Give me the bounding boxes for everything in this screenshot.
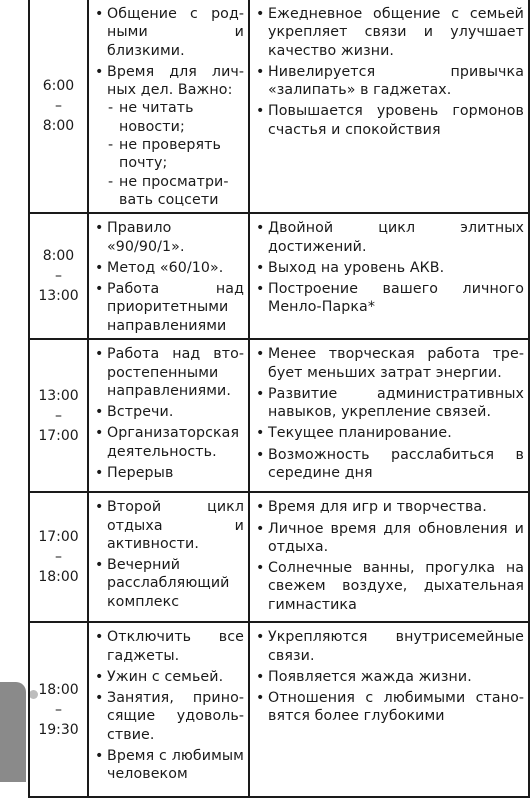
- actions-list: [89, 340, 248, 482]
- effect-item: • Личное время для обновления и отдыха.: [256, 520, 524, 557]
- effect-item: • Повышается уровень гормонов счастья и спокойствия: [256, 102, 524, 139]
- effect-item: • Возможность расслабиться в середине дня: [256, 446, 524, 483]
- effect-item: • Менее творческая работа требует меньших затрат энергии.: [256, 345, 524, 382]
- action-item: [95, 668, 244, 686]
- action-item: [95, 259, 244, 277]
- action-subitem: - не проверять почту;: [107, 136, 244, 173]
- time-start: 18:00: [38, 681, 79, 698]
- action-item: [95, 345, 244, 400]
- action-item: [95, 498, 244, 553]
- action-item: [95, 280, 244, 335]
- effects-cell: [249, 339, 529, 492]
- time-end: 19:30: [38, 721, 79, 738]
- schedule-row: [29, 213, 529, 339]
- effect-item: • Укрепляются внутрисемейные связи.: [256, 628, 524, 665]
- action-text: Занятия, приносящие удовольствие.: [107, 690, 244, 743]
- time-dash: –: [55, 98, 62, 115]
- action-text: Встречи.: [107, 404, 174, 421]
- schedule-row: [29, 492, 529, 622]
- action-text: Правило «90/90/1».: [107, 220, 185, 255]
- time-start: 6:00: [42, 78, 75, 95]
- time-cell: [29, 339, 88, 492]
- time-start: 13:00: [38, 387, 79, 404]
- actions-cell: [88, 339, 249, 492]
- effects-cell: [249, 0, 529, 213]
- effect-item: • Двойной цикл элитных достижений.: [256, 219, 524, 256]
- actions-list: [89, 623, 248, 783]
- action-item: [95, 628, 244, 665]
- action-text: Отключить все гаджеты.: [107, 629, 244, 664]
- action-text: Время с любимым человеком: [107, 748, 244, 783]
- action-text: Работа над приоритетными направлениями: [107, 281, 244, 334]
- effect-item: • Солнечные ванны, прогулка на свежем воздухе, дыхательная гимнастика: [256, 559, 524, 614]
- action-item: [95, 747, 244, 784]
- effects-list: [250, 340, 528, 482]
- actions-cell: [88, 622, 249, 797]
- effects-list: [250, 623, 528, 725]
- schedule-row: [29, 0, 529, 213]
- effects-list: [250, 0, 528, 139]
- time-end: 17:00: [38, 427, 79, 444]
- schedule-body: [29, 0, 529, 797]
- effect-item: • Нивелируется привычка «залипать» в гаджетах.: [256, 63, 524, 100]
- schedule-row: [29, 622, 529, 797]
- actions-list: [89, 0, 248, 209]
- action-text: Перерыв: [107, 465, 174, 482]
- action-subitems: [107, 99, 244, 209]
- action-item: [95, 556, 244, 611]
- effect-item: • Текущее планирование.: [256, 424, 524, 442]
- time-start: 8:00: [42, 248, 75, 265]
- effects-cell: [249, 492, 529, 622]
- action-text: Организаторская деятельность.: [107, 425, 240, 460]
- actions-cell: [88, 492, 249, 622]
- action-text: Общение с родными и близкими.: [107, 6, 244, 59]
- effect-item: • Построение вашего личного Менло-Парка*: [256, 280, 524, 317]
- effect-item: • Время для игр и творчества.: [256, 498, 524, 516]
- time-dash: –: [55, 701, 62, 718]
- effect-item: • Развитие административных навыков, укрепление связей.: [256, 385, 524, 422]
- effect-item: • Выход на уровень АКВ.: [256, 259, 524, 277]
- actions-cell: [88, 213, 249, 339]
- time-cell: [29, 0, 88, 213]
- action-text: Работа над второстепенными направлениями.: [107, 346, 244, 399]
- actions-list: [89, 214, 248, 335]
- action-item: [95, 5, 244, 60]
- time-end: 13:00: [38, 288, 79, 305]
- action-text: Время для личных дел. Важно:: [107, 63, 244, 99]
- schedule-row: [29, 339, 529, 492]
- action-text: Вечерний расслабляющий комплекс: [107, 557, 230, 610]
- action-subitem: - не просматривать соцсети: [107, 173, 244, 210]
- actions-cell: [88, 0, 249, 213]
- schedule-table: [28, 0, 530, 798]
- effects-list: [250, 214, 528, 316]
- time-cell: [29, 622, 88, 797]
- time-start: 17:00: [38, 529, 79, 546]
- action-text: Ужин с семьей.: [107, 668, 224, 685]
- action-text: Второй цикл отдыха и активности.: [107, 499, 244, 552]
- time-cell: [29, 492, 88, 622]
- action-item: [95, 219, 244, 256]
- effects-cell: [249, 622, 529, 797]
- time-cell: [29, 213, 88, 339]
- action-item: [95, 63, 244, 209]
- action-subitem: - не читать новости;: [107, 99, 244, 136]
- effect-item: • Ежедневное общение с семьей укрепляет связи и улучшает качество жизни.: [256, 5, 524, 60]
- time-dash: –: [55, 549, 62, 566]
- action-item: [95, 689, 244, 744]
- effect-item: • Появляется жажда жизни.: [256, 668, 524, 686]
- actions-list: [89, 493, 248, 611]
- time-end: 18:00: [38, 569, 79, 586]
- action-item: [95, 464, 244, 482]
- effects-cell: [249, 213, 529, 339]
- page-edge-tab: [0, 682, 26, 782]
- action-text: Метод «60/10».: [107, 259, 224, 276]
- action-item: [95, 403, 244, 421]
- action-item: [95, 424, 244, 461]
- time-dash: –: [55, 407, 62, 424]
- effects-list: [250, 493, 528, 614]
- time-end: 8:00: [42, 118, 75, 135]
- effect-item: • Отношения с любимыми становятся более глубокими: [256, 689, 524, 726]
- time-dash: –: [55, 268, 62, 285]
